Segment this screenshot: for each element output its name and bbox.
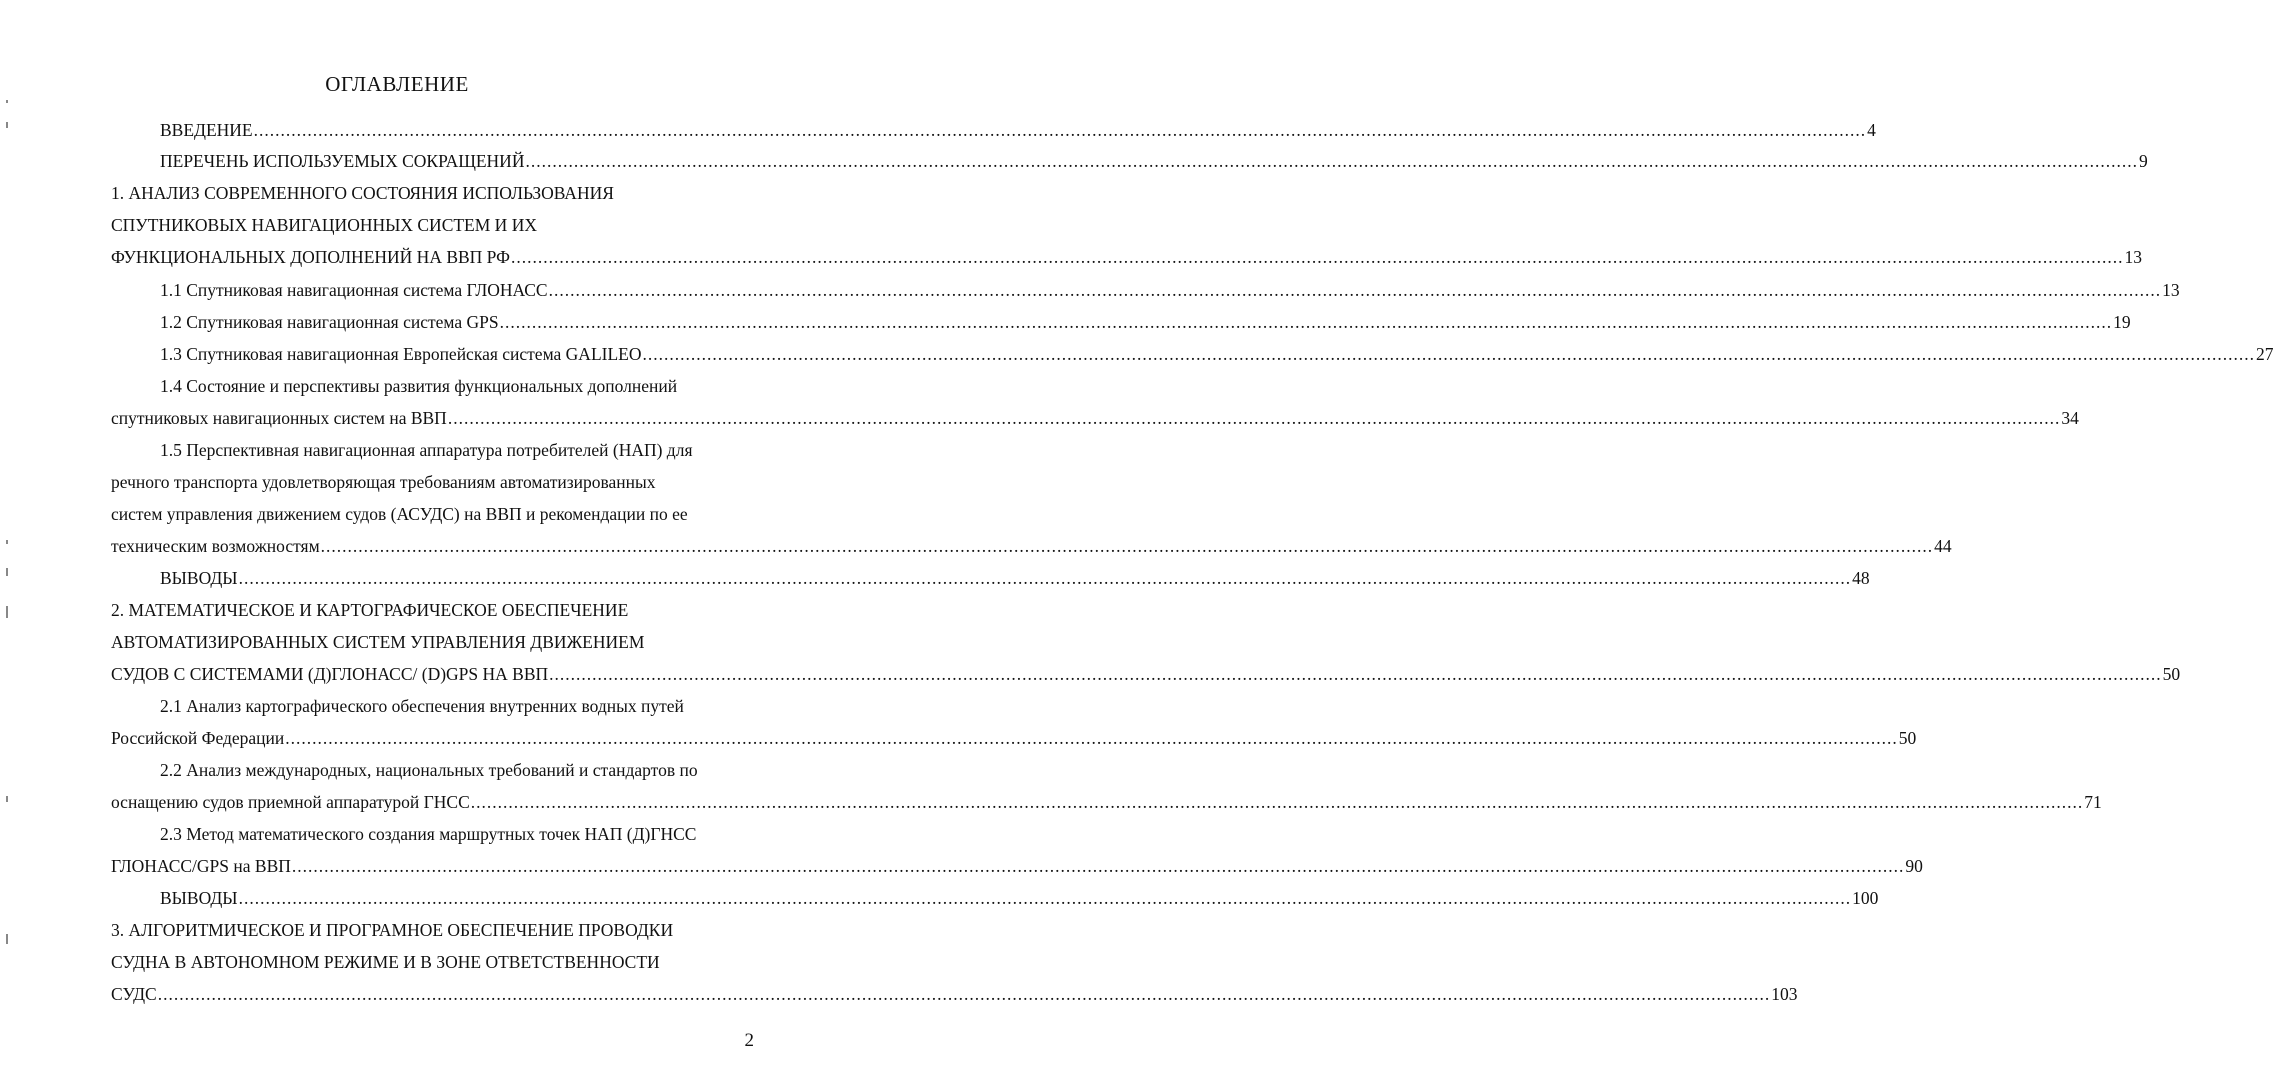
toc-entry[interactable]: Российской Федерации ............................................................................................................................................................................................................................................................................................................ 50 [111, 728, 1917, 748]
toc-entry[interactable]: СУДС ............................................................................................................................................................................................................................................................................................................ 103 [111, 984, 1798, 1004]
toc-entry[interactable]: ФУНКЦИОНАЛЬНЫХ ДОПОЛНЕНИЙ НА ВВП РФ ............................................................................................................................................................................................................................................................................................................ 13 [111, 247, 2142, 267]
toc-entry[interactable]: ВЫВОДЫ ............................................................................................................................................................................................................................................................................................................ 48 [160, 568, 1870, 588]
toc-title: ОГЛАВЛЕНИЕ [325, 72, 469, 96]
toc-entry[interactable]: 1.5 Перспективная навигационная аппаратура потребителей (НАП) для [160, 440, 693, 460]
toc-entry[interactable]: 1.2 Спутниковая навигационная система GPS ............................................................................................................................................................................................................................................................................................................ 19 [160, 312, 2131, 332]
toc-entry[interactable]: спутниковых навигационных систем на ВВП ............................................................................................................................................................................................................................................................................................................ 34 [111, 408, 2079, 428]
scan-speck [6, 934, 8, 944]
toc-entry[interactable]: 1.3 Спутниковая навигационная Европейская система GALILEO ............................................................................................................................................................................................................................................................................................................ 27 [160, 344, 2273, 364]
scan-speck [6, 796, 8, 802]
toc-entry[interactable]: 3. АЛГОРИТМИЧЕСКОЕ И ПРОГРАМНОЕ ОБЕСПЕЧЕНИЕ ПРОВОДКИ [111, 920, 674, 940]
toc-entry[interactable]: СУДОВ С СИСТЕМАМИ (Д)ГЛОНАСС/ (D)GPS НА ВВП ............................................................................................................................................................................................................................................................................................................ 50 [111, 664, 2181, 684]
scan-speck [6, 540, 8, 544]
toc-entry[interactable]: 2.3 Метод математического создания маршрутных точек НАП (Д)ГНСС [160, 824, 697, 844]
toc-entry[interactable]: техническим возможностям ............................................................................................................................................................................................................................................................................................................ 44 [111, 536, 1952, 556]
page-number: 2 [744, 1030, 754, 1051]
toc-entry[interactable]: ПЕРЕЧЕНЬ ИСПОЛЬЗУЕМЫХ СОКРАЩЕНИЙ ............................................................................................................................................................................................................................................................................................................ 9 [160, 151, 2148, 171]
toc-entry[interactable]: речного транспорта удовлетворяющая требованиям автоматизированных [111, 472, 656, 492]
toc-entry[interactable]: 2. МАТЕМАТИЧЕСКОЕ И КАРТОГРАФИЧЕСКОЕ ОБЕСПЕЧЕНИЕ [111, 600, 629, 620]
toc-entry[interactable]: оснащению судов приемной аппаратурой ГНСС ............................................................................................................................................................................................................................................................................................................ 71 [111, 792, 2102, 812]
toc-entry[interactable]: систем управления движением судов (АСУДС) на ВВП и рекомендации по ее [111, 504, 688, 524]
toc-entry[interactable]: ГЛОНАСС/GPS на ВВП ............................................................................................................................................................................................................................................................................................................ 90 [111, 856, 1923, 876]
toc-entry[interactable]: АВТОМАТИЗИРОВАННЫХ СИСТЕМ УПРАВЛЕНИЯ ДВИЖЕНИЕМ [111, 632, 645, 652]
scan-speck [6, 100, 8, 103]
toc-entry[interactable]: СУДНА В АВТОНОМНОМ РЕЖИМЕ И В ЗОНЕ ОТВЕТСТВЕННОСТИ [111, 952, 660, 972]
toc-entry[interactable]: 2.2 Анализ международных, национальных требований и стандартов по [160, 760, 698, 780]
toc-entry[interactable]: 1.1 Спутниковая навигационная система ГЛОНАСС ............................................................................................................................................................................................................................................................................................................ 13 [160, 280, 2180, 300]
scan-speck [6, 122, 8, 128]
toc-entry[interactable]: 1.4 Состояние и перспективы развития функциональных дополнений [160, 376, 678, 396]
toc-entry[interactable]: 2.1 Анализ картографического обеспечения внутренних водных путей [160, 696, 684, 716]
toc-entry[interactable]: 1. АНАЛИЗ СОВРЕМЕННОГО СОСТОЯНИЯ ИСПОЛЬЗОВАНИЯ [111, 183, 614, 203]
toc-entry[interactable]: ВВЕДЕНИЕ ............................................................................................................................................................................................................................................................................................................ 4 [160, 120, 1876, 140]
scan-speck [6, 568, 8, 576]
toc-entry[interactable]: ВЫВОДЫ ............................................................................................................................................................................................................................................................................................................ 100 [160, 888, 1879, 908]
toc-entry[interactable]: СПУТНИКОВЫХ НАВИГАЦИОННЫХ СИСТЕМ И ИХ [111, 215, 537, 235]
scan-speck [6, 606, 8, 618]
